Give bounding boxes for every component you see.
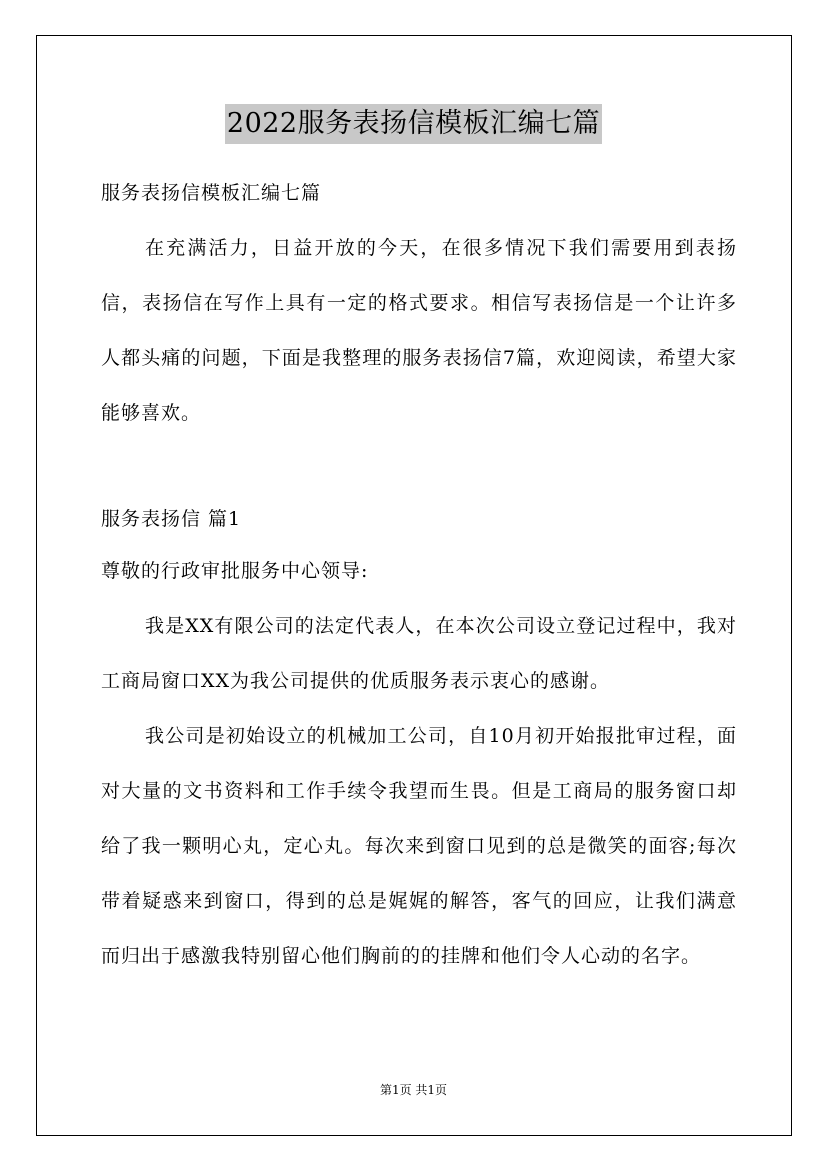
body-paragraph-2: 我公司是初始设立的机械加工公司，自10月初开始报批审过程，面对大量的文书资料和工作手续令我望而生畏。但是工商局的服务窗口却给了我一颗明心丸，定心丸。每次来到窗口见到的总是微笑的面容;每次带着疑惑来到窗口，得到的总是娓娓的解答，客气的回应，让我们满意而归出于感激我特别留心他们胸前的的挂牌和他们令人心动的名字。 [101, 725, 737, 967]
salutation: 尊敬的行政审批服务中心领导: [101, 560, 369, 582]
intro-paragraph: 在充满活力，日益开放的今天，在很多情况下我们需要用到表扬信，表扬信在写作上具有一定的格式要求。相信写表扬信是一个让许多人都头痛的问题，下面是我整理的服务表扬信7篇，欢迎阅读，希望大家能够喜欢。 [101, 237, 737, 424]
title-container [0, 104, 827, 144]
section-heading: 服务表扬信 篇1 [101, 508, 242, 530]
document-subtitle: 服务表扬信模板汇编七篇 [101, 182, 322, 204]
body-paragraph-1: 我是XX有限公司的法定代表人，在本次公司设立登记过程中，我对工商局窗口XX为我公司提供的优质服务表示衷心的感谢。 [101, 615, 737, 692]
document-title: 2022服务表扬信模板汇编七篇 [225, 104, 602, 144]
page-footer: 第1页 共1页 [379, 1083, 448, 1097]
